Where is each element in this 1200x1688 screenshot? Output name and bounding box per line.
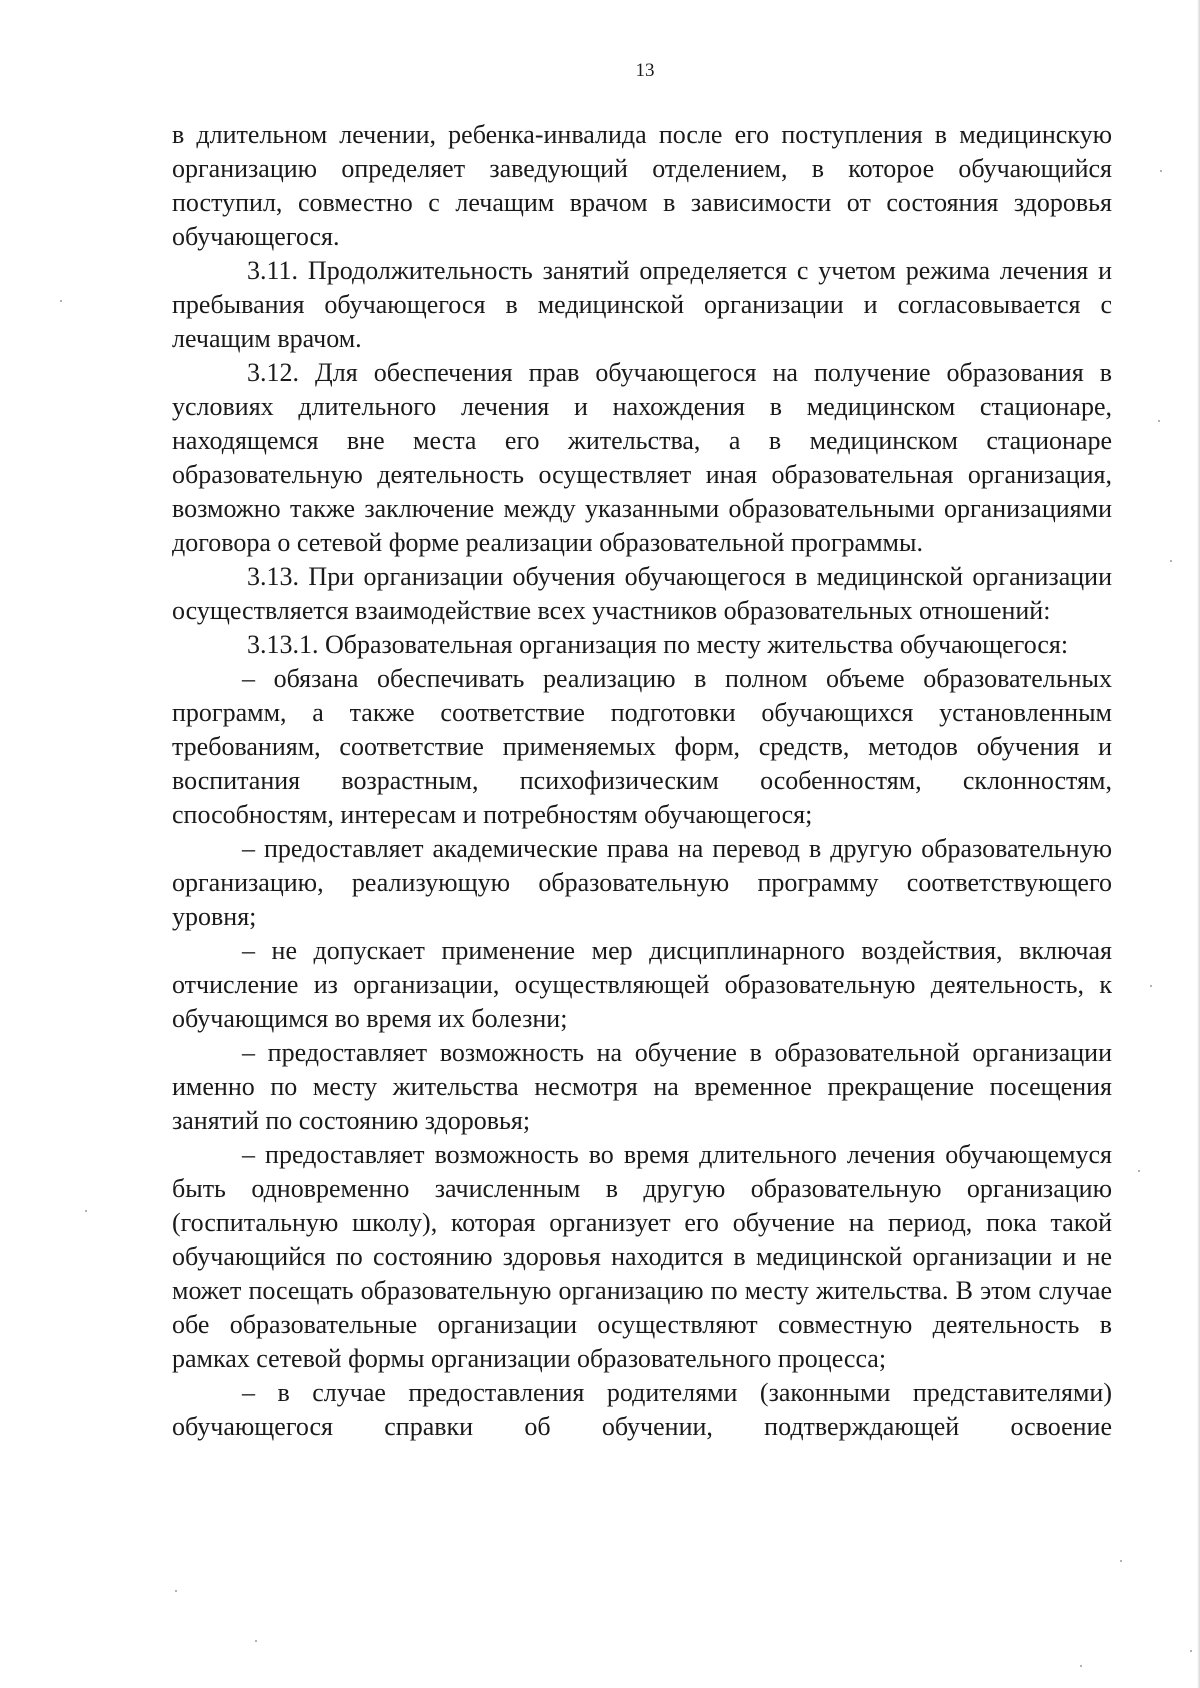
list-item-study-at-residence: – предоставляет возможность на обучение в образовательной организации именно по месту жительства несмотря на временное прекращение посещения занятий по состоянию здоровья;: [172, 1038, 1112, 1135]
list-item-certificate: – в случае предоставления родителями (законными представителями) обучающегося справки об обучении, подтверждающей освоение: [172, 1378, 1112, 1441]
paragraph-continuation: в длительном лечении, ребенка-инвалида после его поступления в медицинскую организацию определяет заведующий отделением, в которое обучающийся поступил, совместно с лечащим врачом в зависимости от состояния здоровья обучающегося.: [172, 120, 1112, 251]
scan-speck: [60, 300, 62, 302]
document-body: [172, 118, 1112, 1444]
scan-speck: [1138, 1170, 1140, 1172]
list-item-no-discipline: – не допускает применение мер дисциплинарного воздействия, включая отчисление из организации, осуществляющей образовательную деятельность, к обучающимся во время их болезни;: [172, 936, 1112, 1033]
scan-speck: [1160, 170, 1162, 172]
paragraph-3-12: 3.12. Для обеспечения прав обучающегося на получение образования в условиях длительного лечения и нахождения в медицинском стационаре, находящемся вне места его жительства, а в медицинском стационаре образовательную деятельность осуществляет иная образовательная организация, возможно также заключение между указанными образовательными организациями договора о сетевой форме реализации образовательной программы.: [172, 358, 1112, 557]
scan-speck: [1190, 1650, 1192, 1652]
scan-speck: [1080, 1665, 1082, 1667]
scan-speck: [1158, 420, 1160, 422]
paragraph-3-13-1: 3.13.1. Образовательная организация по месту жительства обучающегося:: [247, 630, 1069, 659]
scan-speck: [1170, 560, 1172, 562]
scan-speck: [85, 1210, 87, 1212]
page-number: 13: [635, 60, 655, 81]
scan-speck: [1150, 985, 1152, 987]
paragraph-3-13: 3.13. При организации обучения обучающегося в медицинской организации осуществляется взаимодействие всех участников образовательных отношений:: [172, 562, 1112, 625]
list-item-hospital-school: – предоставляет возможность во время длительного лечения обучающемуся быть одновременно зачисленным в другую образовательную организацию (госпитальную школу), которая организует его обучение на период, пока такой обучающийся по состоянию здоровья находится в медицинской организации и не может посещать образовательную организацию по месту жительства. В этом случае обе образовательные организации осуществляют совместную деятельность в рамках сетевой формы организации образовательного процесса;: [172, 1140, 1112, 1373]
scan-speck: [1120, 1560, 1122, 1562]
list-item-transfer-rights: – предоставляет академические права на перевод в другую образовательную организацию, реализующую образовательную программу соответствующего уровня;: [172, 834, 1112, 931]
list-item-obligation: – обязана обеспечивать реализацию в полном объеме образовательных программ, а также соответствие подготовки обучающихся установленным требованиям, соответствие применяемых форм, средств, методов обучения и воспитания возрастным, психофизическим особенностям, склонностям, способностям, интересам и потребностям обучающегося;: [172, 664, 1112, 829]
scan-speck: [175, 1590, 177, 1592]
paragraph-3-11: 3.11. Продолжительность занятий определяется с учетом режима лечения и пребывания обучающегося в медицинской организации и согласовывается с лечащим врачом.: [172, 256, 1112, 353]
scan-speck: [255, 1640, 257, 1642]
